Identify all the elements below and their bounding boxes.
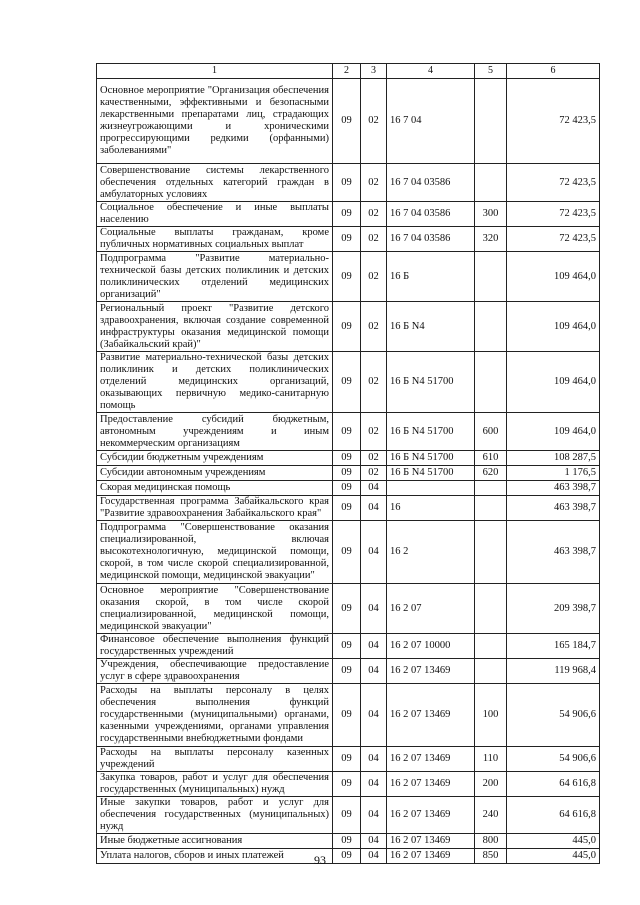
budget-table <box>96 63 600 864</box>
column-header-3: 3 <box>361 64 387 79</box>
section-code-cell: 09 <box>333 202 361 227</box>
row-name-cell: Подпрограмма "Совершенствование оказания специализированной, включая высокотехнологичную, медицинской помощи, скорой, в том числе скорой специализированной, медицинской помощи, медицинской эвакуации" <box>97 521 333 584</box>
subsection-code-cell: 02 <box>361 466 387 481</box>
section-code-cell: 09 <box>333 584 361 634</box>
expense-type-cell <box>475 302 507 352</box>
table-row <box>97 659 600 684</box>
table-body <box>97 79 600 864</box>
section-code-cell: 09 <box>333 79 361 164</box>
target-article-cell: 16 2 07 <box>387 584 475 634</box>
row-name-cell: Финансовое обеспечение выполнения функций государственных учреждений <box>97 634 333 659</box>
section-code-cell: 09 <box>333 659 361 684</box>
section-code-cell: 09 <box>333 521 361 584</box>
table-row <box>97 634 600 659</box>
amount-cell: 109 464,0 <box>507 302 600 352</box>
expense-type-cell: 200 <box>475 772 507 797</box>
section-code-cell: 09 <box>333 164 361 202</box>
amount-cell: 54 906,6 <box>507 684 600 747</box>
table-row <box>97 252 600 302</box>
amount-cell: 463 398,7 <box>507 481 600 496</box>
table-row <box>97 496 600 521</box>
amount-cell: 209 398,7 <box>507 584 600 634</box>
subsection-code-cell: 04 <box>361 849 387 864</box>
row-name-cell: Основное мероприятие "Совершенствование оказания скорой, в том числе скорой специализированной, медицинской помощи, медицинской эвакуации" <box>97 584 333 634</box>
subsection-code-cell: 04 <box>361 772 387 797</box>
expense-type-cell: 240 <box>475 797 507 834</box>
target-article-cell: 16 Б N4 51700 <box>387 352 475 413</box>
expense-type-cell: 300 <box>475 202 507 227</box>
row-name-cell: Учреждения, обеспечивающие предоставление услуг в сфере здравоохранения <box>97 659 333 684</box>
amount-cell: 109 464,0 <box>507 352 600 413</box>
table-row <box>97 584 600 634</box>
subsection-code-cell: 02 <box>361 227 387 252</box>
subsection-code-cell: 02 <box>361 352 387 413</box>
expense-type-cell <box>475 496 507 521</box>
column-header-4: 4 <box>387 64 475 79</box>
amount-cell: 165 184,7 <box>507 634 600 659</box>
table-row <box>97 481 600 496</box>
subsection-code-cell: 04 <box>361 797 387 834</box>
row-name-cell: Региональный проект "Развитие детского здравоохранения, включая создание современной инфраструктуры оказания медицинской помощи (Забайкальский край)" <box>97 302 333 352</box>
target-article-cell: 16 7 04 03586 <box>387 202 475 227</box>
row-name-cell: Субсидии автономным учреждениям <box>97 466 333 481</box>
expense-type-cell <box>475 352 507 413</box>
target-article-cell: 16 2 07 13469 <box>387 747 475 772</box>
amount-cell: 463 398,7 <box>507 496 600 521</box>
subsection-code-cell: 04 <box>361 496 387 521</box>
target-article-cell: 16 2 07 13469 <box>387 834 475 849</box>
table-row <box>97 747 600 772</box>
subsection-code-cell: 04 <box>361 584 387 634</box>
section-code-cell: 09 <box>333 466 361 481</box>
row-name-cell: Иные бюджетные ассигнования <box>97 834 333 849</box>
target-article-cell: 16 Б N4 51700 <box>387 413 475 451</box>
expense-type-cell <box>475 521 507 584</box>
row-name-cell: Развитие материально-технической базы детских поликлиник и детских поликлинических отделений медицинских организаций, оказывающих первичную медико-санитарную помощь <box>97 352 333 413</box>
subsection-code-cell: 04 <box>361 747 387 772</box>
column-header-5: 5 <box>475 64 507 79</box>
page-number: 93 <box>314 853 326 867</box>
section-code-cell: 09 <box>333 684 361 747</box>
section-code-cell: 09 <box>333 352 361 413</box>
target-article-cell: 16 2 07 13469 <box>387 797 475 834</box>
expense-type-cell: 610 <box>475 451 507 466</box>
expense-type-cell: 600 <box>475 413 507 451</box>
expense-type-cell <box>475 481 507 496</box>
amount-cell: 72 423,5 <box>507 202 600 227</box>
expense-type-cell <box>475 584 507 634</box>
amount-cell: 445,0 <box>507 849 600 864</box>
subsection-code-cell: 04 <box>361 659 387 684</box>
row-name-cell: Скорая медицинская помощь <box>97 481 333 496</box>
target-article-cell: 16 2 07 13469 <box>387 849 475 864</box>
row-name-cell: Предоставление субсидий бюджетным, автономным учреждениям и иным некоммерческим организациям <box>97 413 333 451</box>
amount-cell: 72 423,5 <box>507 164 600 202</box>
table-row <box>97 302 600 352</box>
target-article-cell: 16 Б N4 51700 <box>387 466 475 481</box>
subsection-code-cell: 02 <box>361 302 387 352</box>
subsection-code-cell: 04 <box>361 521 387 584</box>
table-row <box>97 451 600 466</box>
section-code-cell: 09 <box>333 481 361 496</box>
target-article-cell: 16 2 07 13469 <box>387 659 475 684</box>
table-row <box>97 684 600 747</box>
target-article-cell: 16 7 04 03586 <box>387 227 475 252</box>
amount-cell: 72 423,5 <box>507 79 600 164</box>
row-name-cell: Уплата налогов, сборов и иных платежей <box>97 849 333 864</box>
subsection-code-cell: 02 <box>361 252 387 302</box>
target-article-cell: 16 2 07 10000 <box>387 634 475 659</box>
amount-cell: 54 906,6 <box>507 747 600 772</box>
subsection-code-cell: 04 <box>361 634 387 659</box>
subsection-code-cell: 02 <box>361 451 387 466</box>
section-code-cell: 09 <box>333 797 361 834</box>
row-name-cell: Государственная программа Забайкальского края "Развитие здравоохранения Забайкальского края" <box>97 496 333 521</box>
target-article-cell: 16 Б <box>387 252 475 302</box>
amount-cell: 64 616,8 <box>507 797 600 834</box>
target-article-cell: 16 7 04 <box>387 79 475 164</box>
subsection-code-cell: 04 <box>361 481 387 496</box>
amount-cell: 463 398,7 <box>507 521 600 584</box>
target-article-cell: 16 7 04 03586 <box>387 164 475 202</box>
target-article-cell: 16 <box>387 496 475 521</box>
amount-cell: 445,0 <box>507 834 600 849</box>
subsection-code-cell: 04 <box>361 684 387 747</box>
amount-cell: 119 968,4 <box>507 659 600 684</box>
table-row <box>97 79 600 164</box>
section-code-cell: 09 <box>333 634 361 659</box>
column-header-1: 1 <box>97 64 333 79</box>
target-article-cell: 16 2 07 13469 <box>387 772 475 797</box>
table-row <box>97 521 600 584</box>
row-name-cell: Совершенствование системы лекарственного обеспечения отдельных категорий граждан в амбулаторных условиях <box>97 164 333 202</box>
table-row <box>97 227 600 252</box>
section-code-cell: 09 <box>333 302 361 352</box>
subsection-code-cell: 02 <box>361 164 387 202</box>
expense-type-cell: 620 <box>475 466 507 481</box>
row-name-cell: Расходы на выплаты персоналу в целях обеспечения выполнения функций государственными (муниципальными) органами, казенными учреждениями, органами управления государственными внебюджетными фондами <box>97 684 333 747</box>
expense-type-cell: 110 <box>475 747 507 772</box>
expense-type-cell: 850 <box>475 849 507 864</box>
row-name-cell: Социальные выплаты гражданам, кроме публичных нормативных социальных выплат <box>97 227 333 252</box>
expense-type-cell: 100 <box>475 684 507 747</box>
target-article-cell: 16 2 07 13469 <box>387 684 475 747</box>
row-name-cell: Социальное обеспечение и иные выплаты населению <box>97 202 333 227</box>
target-article-cell <box>387 481 475 496</box>
expense-type-cell <box>475 659 507 684</box>
subsection-code-cell: 02 <box>361 413 387 451</box>
table-row <box>97 797 600 834</box>
section-code-cell: 09 <box>333 496 361 521</box>
table-row <box>97 466 600 481</box>
table-row <box>97 834 600 849</box>
table-row <box>97 164 600 202</box>
expense-type-cell <box>475 79 507 164</box>
section-code-cell: 09 <box>333 252 361 302</box>
row-name-cell: Субсидии бюджетным учреждениям <box>97 451 333 466</box>
row-name-cell: Расходы на выплаты персоналу казенных учреждений <box>97 747 333 772</box>
target-article-cell: 16 2 <box>387 521 475 584</box>
table-row <box>97 352 600 413</box>
section-code-cell: 09 <box>333 747 361 772</box>
amount-cell: 109 464,0 <box>507 252 600 302</box>
subsection-code-cell: 02 <box>361 202 387 227</box>
column-header-6: 6 <box>507 64 600 79</box>
column-header-2: 2 <box>333 64 361 79</box>
table-row <box>97 772 600 797</box>
subsection-code-cell: 04 <box>361 834 387 849</box>
section-code-cell: 09 <box>333 451 361 466</box>
expense-type-cell: 800 <box>475 834 507 849</box>
expense-type-cell <box>475 252 507 302</box>
table-header-row <box>97 64 600 79</box>
amount-cell: 108 287,5 <box>507 451 600 466</box>
section-code-cell: 09 <box>333 772 361 797</box>
row-name-cell: Основное мероприятие "Организация обеспечения качественными, эффективными и безопасными лекарственными препаратами лиц, страдающих жизнеугрожающими и хроническими прогрессирующими редкими (орфанными) заболеваниями" <box>97 79 333 164</box>
expense-type-cell <box>475 634 507 659</box>
amount-cell: 1 176,5 <box>507 466 600 481</box>
amount-cell: 109 464,0 <box>507 413 600 451</box>
table-row <box>97 413 600 451</box>
amount-cell: 64 616,8 <box>507 772 600 797</box>
amount-cell: 72 423,5 <box>507 227 600 252</box>
table-row <box>97 202 600 227</box>
subsection-code-cell: 02 <box>361 79 387 164</box>
section-code-cell: 09 <box>333 849 361 864</box>
row-name-cell: Закупка товаров, работ и услуг для обеспечения государственных (муниципальных) нужд <box>97 772 333 797</box>
expense-type-cell <box>475 164 507 202</box>
section-code-cell: 09 <box>333 834 361 849</box>
section-code-cell: 09 <box>333 227 361 252</box>
row-name-cell: Подпрограмма "Развитие материально-технической базы детских поликлиник и детских поликлинических отделений медицинских организаций" <box>97 252 333 302</box>
row-name-cell: Иные закупки товаров, работ и услуг для обеспечения государственных (муниципальных) нужд <box>97 797 333 834</box>
section-code-cell: 09 <box>333 413 361 451</box>
expense-type-cell: 320 <box>475 227 507 252</box>
target-article-cell: 16 Б N4 51700 <box>387 451 475 466</box>
target-article-cell: 16 Б N4 <box>387 302 475 352</box>
